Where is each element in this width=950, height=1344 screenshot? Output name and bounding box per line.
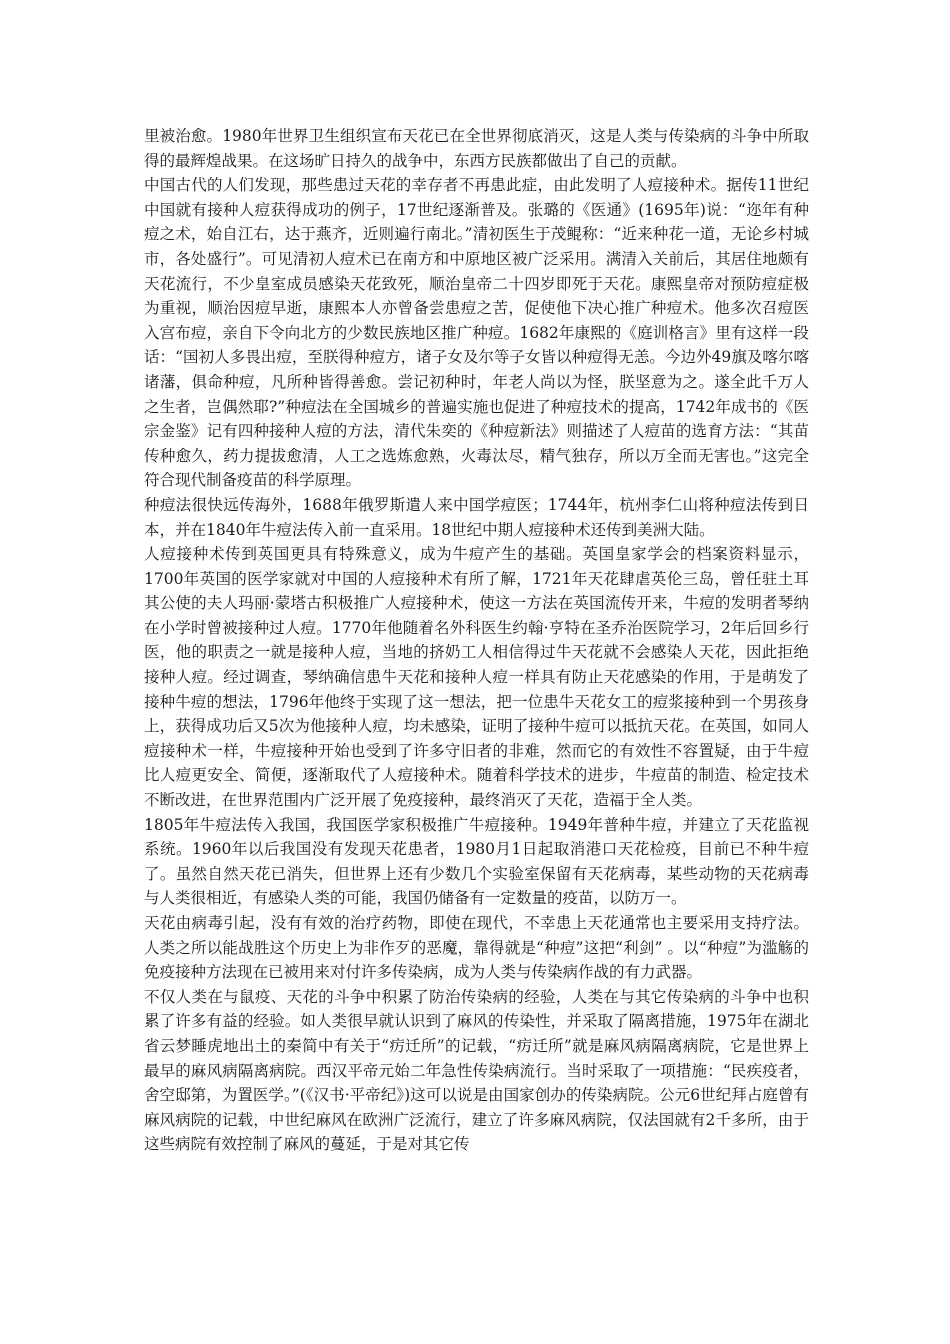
paragraph-5: 1805年牛痘法传入我国，我国医学家积极推广牛痘接种。1949年普种牛痘，并建立了天花监视系统。1960年以后我国没有发现天花患者，1980月1日起取消港口天花检疫，目前已不种牛痘了。虽然自然天花已消失，但世界上还有少数几个实验室保留有天花病毒，某些动物的天花病毒与人类很相近，有感染人类的可能，我国仍储备有一定数量的疫苗，以防万一。 (144, 815, 809, 908)
paragraph-7: 不仅人类在与鼠疫、天花的斗争中积累了防治传染病的经验，人类在与其它传染病的斗争中也积累了许多有益的经验。如人类很早就认识到了麻风的传染性，并采取了隔离措施，1975年在湖北省云梦睡虎地出土的秦简中有关于“疠迁所”的记载，“疠迁所”就是麻风病隔离病院，它是世界上最早的麻风病隔离病院。西汉平帝元始二年急性传染病流行。当时采取了一项措施：“民疾疫者，舍空邸第，为置医学。”(《汉书·平帝纪》)这可以说是由国家创办的传染病院。公元6世纪拜占庭曾有麻风病院的记载，中世纪麻风在欧洲广泛流行，建立了许多麻风病院，仅法国就有2千多所，由于这些病院有效控制了麻风的蔓延，于是对其它传 (144, 987, 809, 1154)
paragraph-2: 中国古代的人们发现，那些患过天花的幸存者不再患此症，由此发明了人痘接种术。据传11世纪中国就有接种人痘获得成功的例子，17世纪逐渐普及。张璐的《医通》(1695年)说：“迩年有种痘之术，始自江右，达于燕齐，近则遍行南北。”清初医生于茂鲲称：“近来种花一道，无论乡村城市，各处盛行”。可见清初人痘术已在南方和中原地区被广泛采用。满清入关前后，其居住地颇有天花流行，不少皇室成员感染天花致死，顺治皇帝二十四岁即死于天花。康熙皇帝对预防痘症极为重视，顺治因痘早逝，康熙本人亦曾备尝患痘之苦，促使他下决心推广种痘术。他多次召痘医入宫布痘，亲自下令向北方的少数民族地区推广种痘。1682年康熙的《庭训格言》里有这样一段话：“国初人多畏出痘，至朕得种痘方，诸子女及尔等子女皆以种痘得无恙。今边外49旗及喀尔喀诸藩，俱命种痘，凡所种皆得善愈。尝记初种时，年老人尚以为怪，朕坚意为之。遂全此千万人之生者，岂偶然耶?”种痘法在全国城乡的普遍实施也促进了种痘技术的提高，1742年成书的《医宗金鉴》记有四种接种人痘的方法，清代朱奕的《种痘新法》则描述了人痘苗的选育方法：“其苗传种愈久，药力提拔愈清，人工之选炼愈熟，火毒汰尽，精气独存，所以万全而无害也。”这完全符合现代制备疫苗的科学原理。 (144, 176, 809, 490)
document-body (144, 124, 809, 1157)
paragraph-6: 天花由病毒引起，没有有效的治疗药物，即使在现代，不幸患上天花通常也主要采用支持疗法。人类之所以能战胜这个历史上为非作歹的恶魔，靠得就是“种痘”这把“利剑” 。以“种痘”为滥觞的免疫接种方法现在已被用来对付许多传染病，成为人类与传染病作战的有力武器。 (144, 914, 809, 982)
paragraph-1: 里被治愈。1980年世界卫生组织宣布天花已在全世界彻底消灭，这是人类与传染病的斗争中所取得的最辉煌战果。在这场旷日持久的战争中，东西方民族都做出了自己的贡献。 (144, 127, 809, 170)
paragraph-4: 人痘接种术传到英国更具有特殊意义，成为牛痘产生的基础。英国皇家学会的档案资料显示，1700年英国的医学家就对中国的人痘接种术有所了解，1721年天花肆虐英伦三岛，曾任驻土耳其公使的夫人玛丽·蒙塔古积极推广人痘接种术，使这一方法在英国流传开来，牛痘的发明者琴纳在小学时曾被接种过人痘。1770年他随着名外科医生约翰·亨特在圣乔治医院学习，2年后回乡行医，他的职责之一就是接种人痘，当地的挤奶工人相信得过牛天花就不会感染人天花，因此拒绝接种人痘。经过调查，琴纳确信患牛天花和接种人痘一样具有防止天花感染的作用，于是萌发了接种牛痘的想法，1796年他终于实现了这一想法，把一位患牛天花女工的痘浆接种到一个男孩身上，获得成功后又5次为他接种人痘，均未感染，证明了接种牛痘可以抵抗天花。在英国，如同人痘接种术一样，牛痘接种开始也受到了许多守旧者的非难，然而它的有效性不容置疑，由于牛痘比人痘更安全、简便，逐渐取代了人痘接种术。随着科学技术的进步，牛痘苗的制造、检定技术不断改进，在世界范围内广泛开展了免疫接种，最终消灭了天花，造福于全人类。 (144, 545, 809, 810)
paragraph-3: 种痘法很快远传海外，1688年俄罗斯遣人来中国学痘医；1744年，杭州李仁山将种痘法传到日本，并在1840年牛痘法传入前一直采用。18世纪中期人痘接种术还传到美洲大陆。 (144, 495, 809, 539)
